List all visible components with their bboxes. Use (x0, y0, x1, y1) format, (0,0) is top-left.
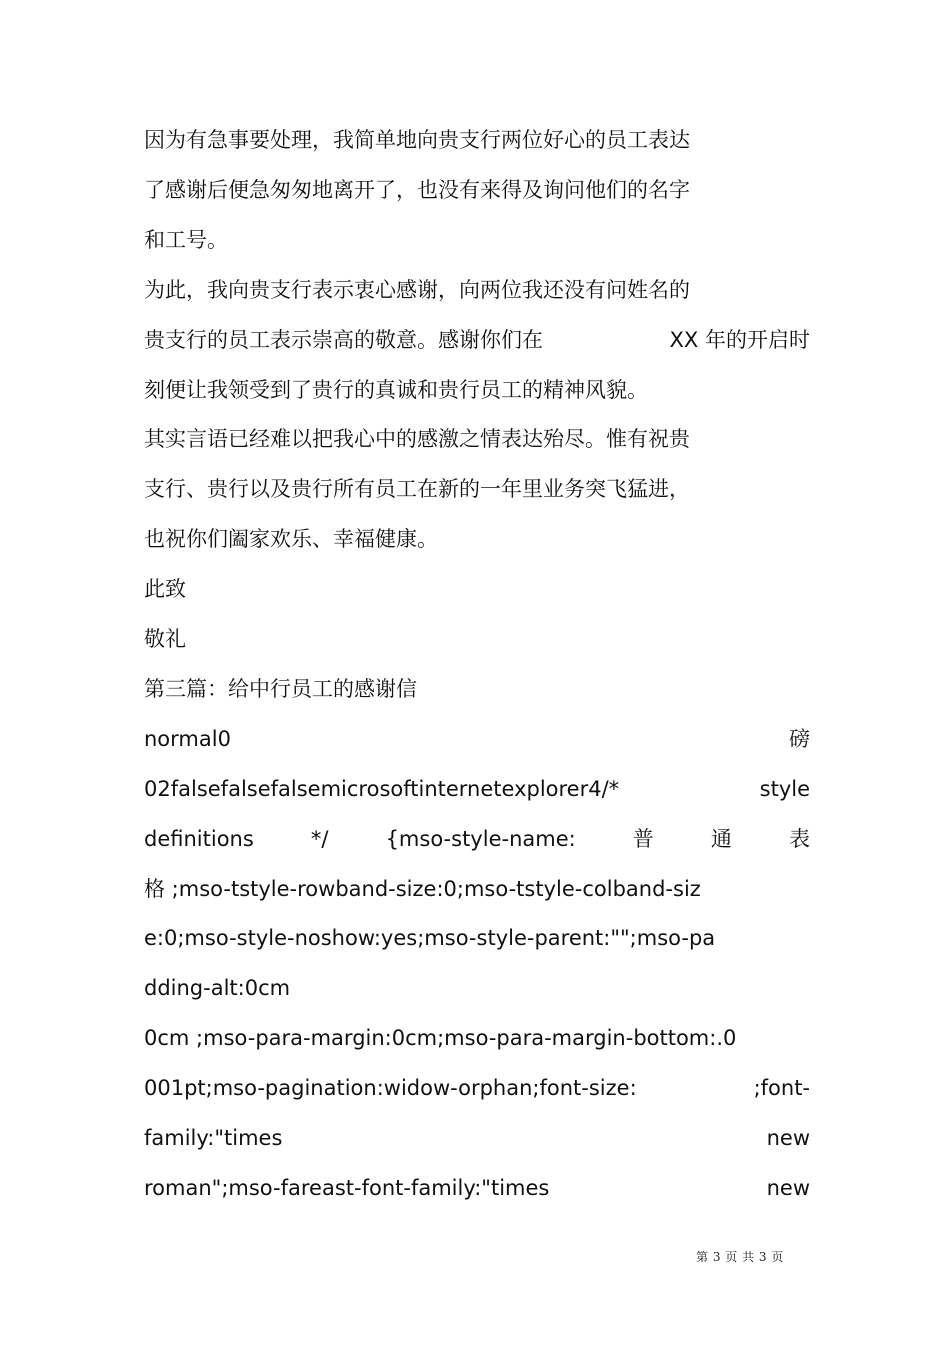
text-segment: new (766, 1176, 810, 1200)
text-segment: new (766, 1126, 810, 1150)
text-segment: 磅 (789, 727, 810, 751)
text-line (144, 724, 810, 754)
text-line: 支行、贵行以及贵行所有员工在新的一年里业务突飞猛进， (144, 477, 690, 501)
text-segment: 普 (632, 827, 654, 851)
text-segment: 表 (788, 827, 810, 851)
text-segment: roman";mso-fareast-font-family:"times (144, 1176, 550, 1200)
text-line: 其实言语已经难以把我心中的感激之情表达殆尽。惟有祝贵 (144, 427, 690, 451)
text-line: 第三篇：给中行员工的感谢信 (144, 677, 417, 701)
text-line (144, 1073, 810, 1103)
text-line (144, 1123, 810, 1153)
text-segment: 001pt;mso-pagination:widow-orphan;font-size: (144, 1076, 637, 1100)
text-line: 了感谢后便急匆匆地离开了，也没有来得及询问他们的名字 (144, 178, 690, 202)
text-segment: XX 年的开启时 (669, 328, 810, 352)
text-segment: normal0 (144, 727, 231, 751)
text-segment: 02falsefalsefalsemicrosoftinternetexplorer4/* (144, 777, 620, 801)
text-line: 0cm ;mso-para-margin:0cm;mso-para-margin-bottom:.0 (144, 1026, 737, 1050)
text-line: e:0;mso-style-noshow:yes;mso-style-parent:"";mso-pa (144, 926, 716, 950)
text-line: 敬礼 (144, 627, 186, 651)
text-line: 格 ;mso-tstyle-rowband-size:0;mso-tstyle-colband-siz (144, 877, 701, 901)
text-line (144, 824, 810, 854)
text-line: 因为有急事要处理，我简单地向贵支行两位好心的员工表达 (144, 128, 690, 152)
page-footer: 第 3 页 共 3 页 (696, 1250, 784, 1264)
text-line: dding-alt:0cm (144, 976, 291, 1000)
text-segment: {mso-style-name: (385, 827, 576, 851)
text-line: 此致 (144, 577, 186, 601)
text-line (144, 325, 810, 355)
text-line: 也祝你们阖家欢乐、幸福健康。 (144, 527, 438, 551)
text-line (144, 774, 810, 804)
text-segment: definitions (144, 827, 254, 851)
text-line (144, 1173, 810, 1203)
text-segment: style (759, 777, 810, 801)
text-segment: */ (310, 827, 329, 851)
text-segment: 通 (710, 827, 732, 851)
text-segment: family:"times (144, 1126, 283, 1150)
text-line: 刻便让我领受到了贵行的真诚和贵行员工的精神风貌。 (144, 378, 648, 402)
text-segment: ;font- (753, 1076, 810, 1100)
text-line: 和工号。 (144, 228, 228, 252)
text-line: 为此，我向贵支行表示衷心感谢，向两位我还没有问姓名的 (144, 278, 690, 302)
text-segment: 贵支行的员工表示崇高的敬意。感谢你们在 (144, 328, 543, 352)
